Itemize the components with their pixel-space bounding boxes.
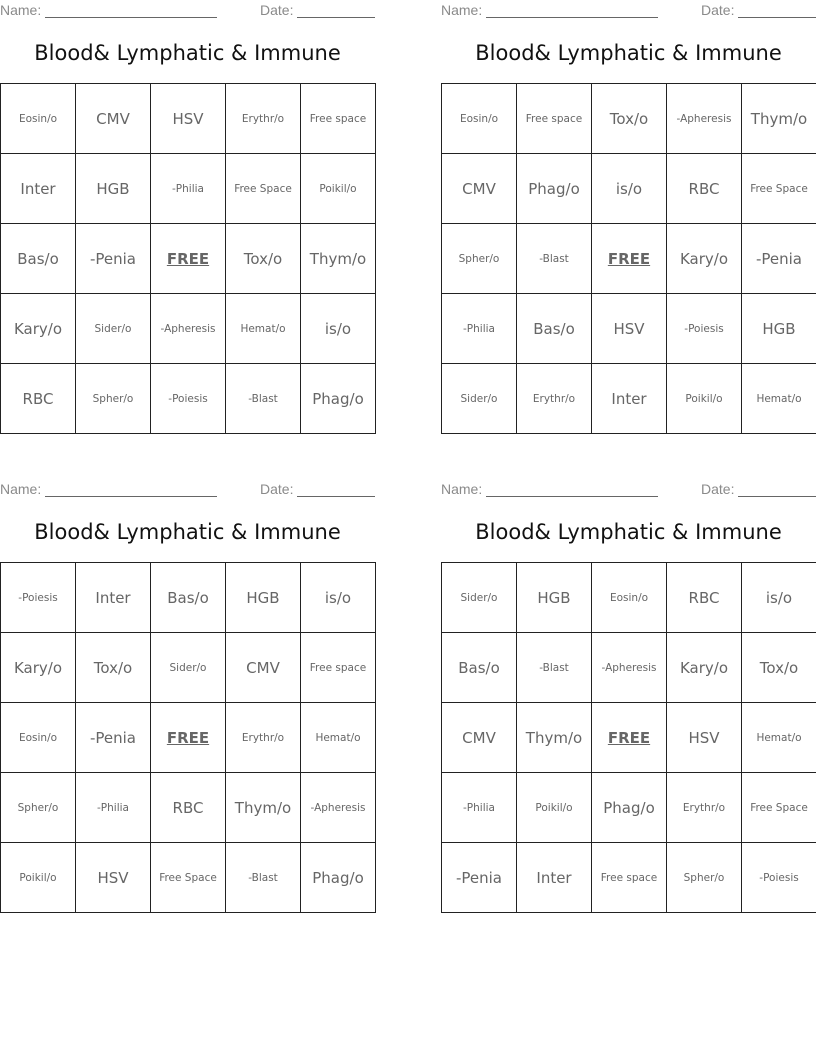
grid-cell: HGB xyxy=(76,154,151,224)
grid-cell: -Apheresis xyxy=(151,294,226,364)
name-date-row xyxy=(441,481,816,499)
bingo-grid xyxy=(0,562,376,913)
date-line xyxy=(297,17,375,18)
grid-cell: Free Space xyxy=(226,154,301,224)
grid-cell: Hemat/o xyxy=(742,703,816,773)
grid-cell: Eosin/o xyxy=(442,84,517,154)
grid-row xyxy=(442,294,816,364)
name-line xyxy=(486,17,658,18)
grid-cell: Spher/o xyxy=(667,843,742,913)
card-title: Blood& Lymphatic & Immune xyxy=(475,520,782,544)
grid-cell: Erythr/o xyxy=(517,364,592,434)
grid-cell: HSV xyxy=(592,294,667,364)
name-label: Name: xyxy=(441,481,483,497)
grid-cell: Spher/o xyxy=(76,364,151,434)
grid-cell: Hemat/o xyxy=(742,364,816,434)
grid-cell: Kary/o xyxy=(667,224,742,294)
grid-cell: Free Space xyxy=(742,773,816,843)
grid-cell: Thym/o xyxy=(301,224,376,294)
grid-cell: -Poiesis xyxy=(742,843,816,913)
grid-cell: HSV xyxy=(667,703,742,773)
grid-cell: -Philia xyxy=(442,294,517,364)
grid-cell: Erythr/o xyxy=(226,703,301,773)
free-cell: FREE xyxy=(592,224,667,294)
name-date-row xyxy=(0,481,375,499)
grid-cell: is/o xyxy=(742,563,816,633)
grid-cell: HGB xyxy=(226,563,301,633)
date-line xyxy=(738,496,816,497)
bingo-card-1 xyxy=(0,0,375,434)
grid-cell: Eosin/o xyxy=(1,703,76,773)
grid-row xyxy=(1,773,376,843)
grid-cell: Sider/o xyxy=(442,563,517,633)
grid-cell: -Penia xyxy=(76,703,151,773)
grid-cell: Kary/o xyxy=(1,633,76,703)
date-label: Date: xyxy=(701,2,735,18)
bingo-grid xyxy=(441,562,816,913)
grid-cell: Kary/o xyxy=(667,633,742,703)
grid-row xyxy=(442,364,816,434)
bingo-grid xyxy=(0,83,376,434)
grid-cell: Phag/o xyxy=(301,364,376,434)
name-date-row xyxy=(441,2,816,20)
grid-cell: is/o xyxy=(301,563,376,633)
grid-cell: Free Space xyxy=(151,843,226,913)
grid-cell: Erythr/o xyxy=(667,773,742,843)
free-cell: FREE xyxy=(151,703,226,773)
grid-cell: HSV xyxy=(76,843,151,913)
card-title: Blood& Lymphatic & Immune xyxy=(475,41,782,65)
grid-cell: RBC xyxy=(667,563,742,633)
grid-row xyxy=(442,773,816,843)
grid-cell: Free space xyxy=(301,84,376,154)
name-label: Name: xyxy=(0,2,42,18)
grid-row xyxy=(1,84,376,154)
grid-cell: Sider/o xyxy=(151,633,226,703)
grid-row xyxy=(1,563,376,633)
grid-cell: Tox/o xyxy=(742,633,816,703)
date-label: Date: xyxy=(260,481,294,497)
grid-row xyxy=(442,224,816,294)
name-label: Name: xyxy=(441,2,483,18)
grid-cell: Bas/o xyxy=(151,563,226,633)
bingo-card-2 xyxy=(441,0,816,434)
grid-row xyxy=(1,294,376,364)
grid-row xyxy=(1,843,376,913)
grid-row xyxy=(442,843,816,913)
grid-cell: -Poiesis xyxy=(151,364,226,434)
grid-cell: -Penia xyxy=(442,843,517,913)
card-title: Blood& Lymphatic & Immune xyxy=(34,41,341,65)
grid-row xyxy=(1,224,376,294)
grid-cell: -Philia xyxy=(76,773,151,843)
grid-row xyxy=(442,633,816,703)
grid-cell: Sider/o xyxy=(442,364,517,434)
grid-cell: Poikil/o xyxy=(517,773,592,843)
bingo-card-3 xyxy=(0,479,375,913)
grid-row xyxy=(1,364,376,434)
name-line xyxy=(486,496,658,497)
free-cell: FREE xyxy=(151,224,226,294)
grid-cell: Tox/o xyxy=(76,633,151,703)
date-line xyxy=(738,17,816,18)
grid-cell: RBC xyxy=(151,773,226,843)
grid-cell: -Blast xyxy=(517,224,592,294)
grid-cell: Spher/o xyxy=(442,224,517,294)
grid-cell: Phag/o xyxy=(517,154,592,224)
grid-cell: Thym/o xyxy=(742,84,816,154)
bingo-grid xyxy=(441,83,816,434)
grid-cell: CMV xyxy=(226,633,301,703)
grid-cell: -Blast xyxy=(226,364,301,434)
date-label: Date: xyxy=(260,2,294,18)
date-line xyxy=(297,496,375,497)
grid-cell: -Penia xyxy=(76,224,151,294)
grid-cell: Inter xyxy=(592,364,667,434)
grid-cell: Hemat/o xyxy=(301,703,376,773)
grid-cell: RBC xyxy=(1,364,76,434)
grid-cell: Free space xyxy=(517,84,592,154)
grid-row xyxy=(1,633,376,703)
name-label: Name: xyxy=(0,481,42,497)
grid-cell: is/o xyxy=(592,154,667,224)
grid-cell: -Apheresis xyxy=(667,84,742,154)
grid-cell: Inter xyxy=(76,563,151,633)
grid-cell: Bas/o xyxy=(442,633,517,703)
grid-cell: CMV xyxy=(442,154,517,224)
grid-cell: Thym/o xyxy=(226,773,301,843)
grid-cell: Free space xyxy=(592,843,667,913)
grid-cell: Thym/o xyxy=(517,703,592,773)
grid-cell: Tox/o xyxy=(592,84,667,154)
grid-cell: Sider/o xyxy=(76,294,151,364)
name-line xyxy=(45,17,217,18)
grid-cell: -Blast xyxy=(226,843,301,913)
grid-cell: Erythr/o xyxy=(226,84,301,154)
grid-cell: -Blast xyxy=(517,633,592,703)
grid-cell: Tox/o xyxy=(226,224,301,294)
grid-cell: Eosin/o xyxy=(592,563,667,633)
grid-cell: is/o xyxy=(301,294,376,364)
name-date-row xyxy=(0,2,375,20)
grid-row xyxy=(442,154,816,224)
grid-cell: Phag/o xyxy=(592,773,667,843)
grid-cell: Inter xyxy=(1,154,76,224)
grid-cell: HSV xyxy=(151,84,226,154)
grid-cell: Bas/o xyxy=(517,294,592,364)
grid-cell: Spher/o xyxy=(1,773,76,843)
grid-cell: Free space xyxy=(301,633,376,703)
grid-cell: -Poiesis xyxy=(667,294,742,364)
grid-row xyxy=(442,84,816,154)
grid-cell: -Apheresis xyxy=(301,773,376,843)
grid-row xyxy=(1,154,376,224)
grid-cell: Hemat/o xyxy=(226,294,301,364)
grid-cell: Inter xyxy=(517,843,592,913)
free-cell: FREE xyxy=(592,703,667,773)
card-title: Blood& Lymphatic & Immune xyxy=(34,520,341,544)
grid-cell: Kary/o xyxy=(1,294,76,364)
grid-cell: Eosin/o xyxy=(1,84,76,154)
grid-cell: Phag/o xyxy=(301,843,376,913)
grid-cell: HGB xyxy=(517,563,592,633)
grid-row xyxy=(442,703,816,773)
grid-cell: CMV xyxy=(442,703,517,773)
grid-cell: Bas/o xyxy=(1,224,76,294)
name-line xyxy=(45,496,217,497)
grid-cell: Free Space xyxy=(742,154,816,224)
grid-cell: Poikil/o xyxy=(1,843,76,913)
grid-cell: -Penia xyxy=(742,224,816,294)
grid-cell: RBC xyxy=(667,154,742,224)
bingo-card-4 xyxy=(441,479,816,913)
grid-cell: Poikil/o xyxy=(667,364,742,434)
grid-cell: -Philia xyxy=(442,773,517,843)
date-label: Date: xyxy=(701,481,735,497)
grid-cell: -Philia xyxy=(151,154,226,224)
grid-row xyxy=(442,563,816,633)
grid-cell: Poikil/o xyxy=(301,154,376,224)
grid-row xyxy=(1,703,376,773)
grid-cell: -Poiesis xyxy=(1,563,76,633)
grid-cell: -Apheresis xyxy=(592,633,667,703)
grid-cell: HGB xyxy=(742,294,816,364)
grid-cell: CMV xyxy=(76,84,151,154)
